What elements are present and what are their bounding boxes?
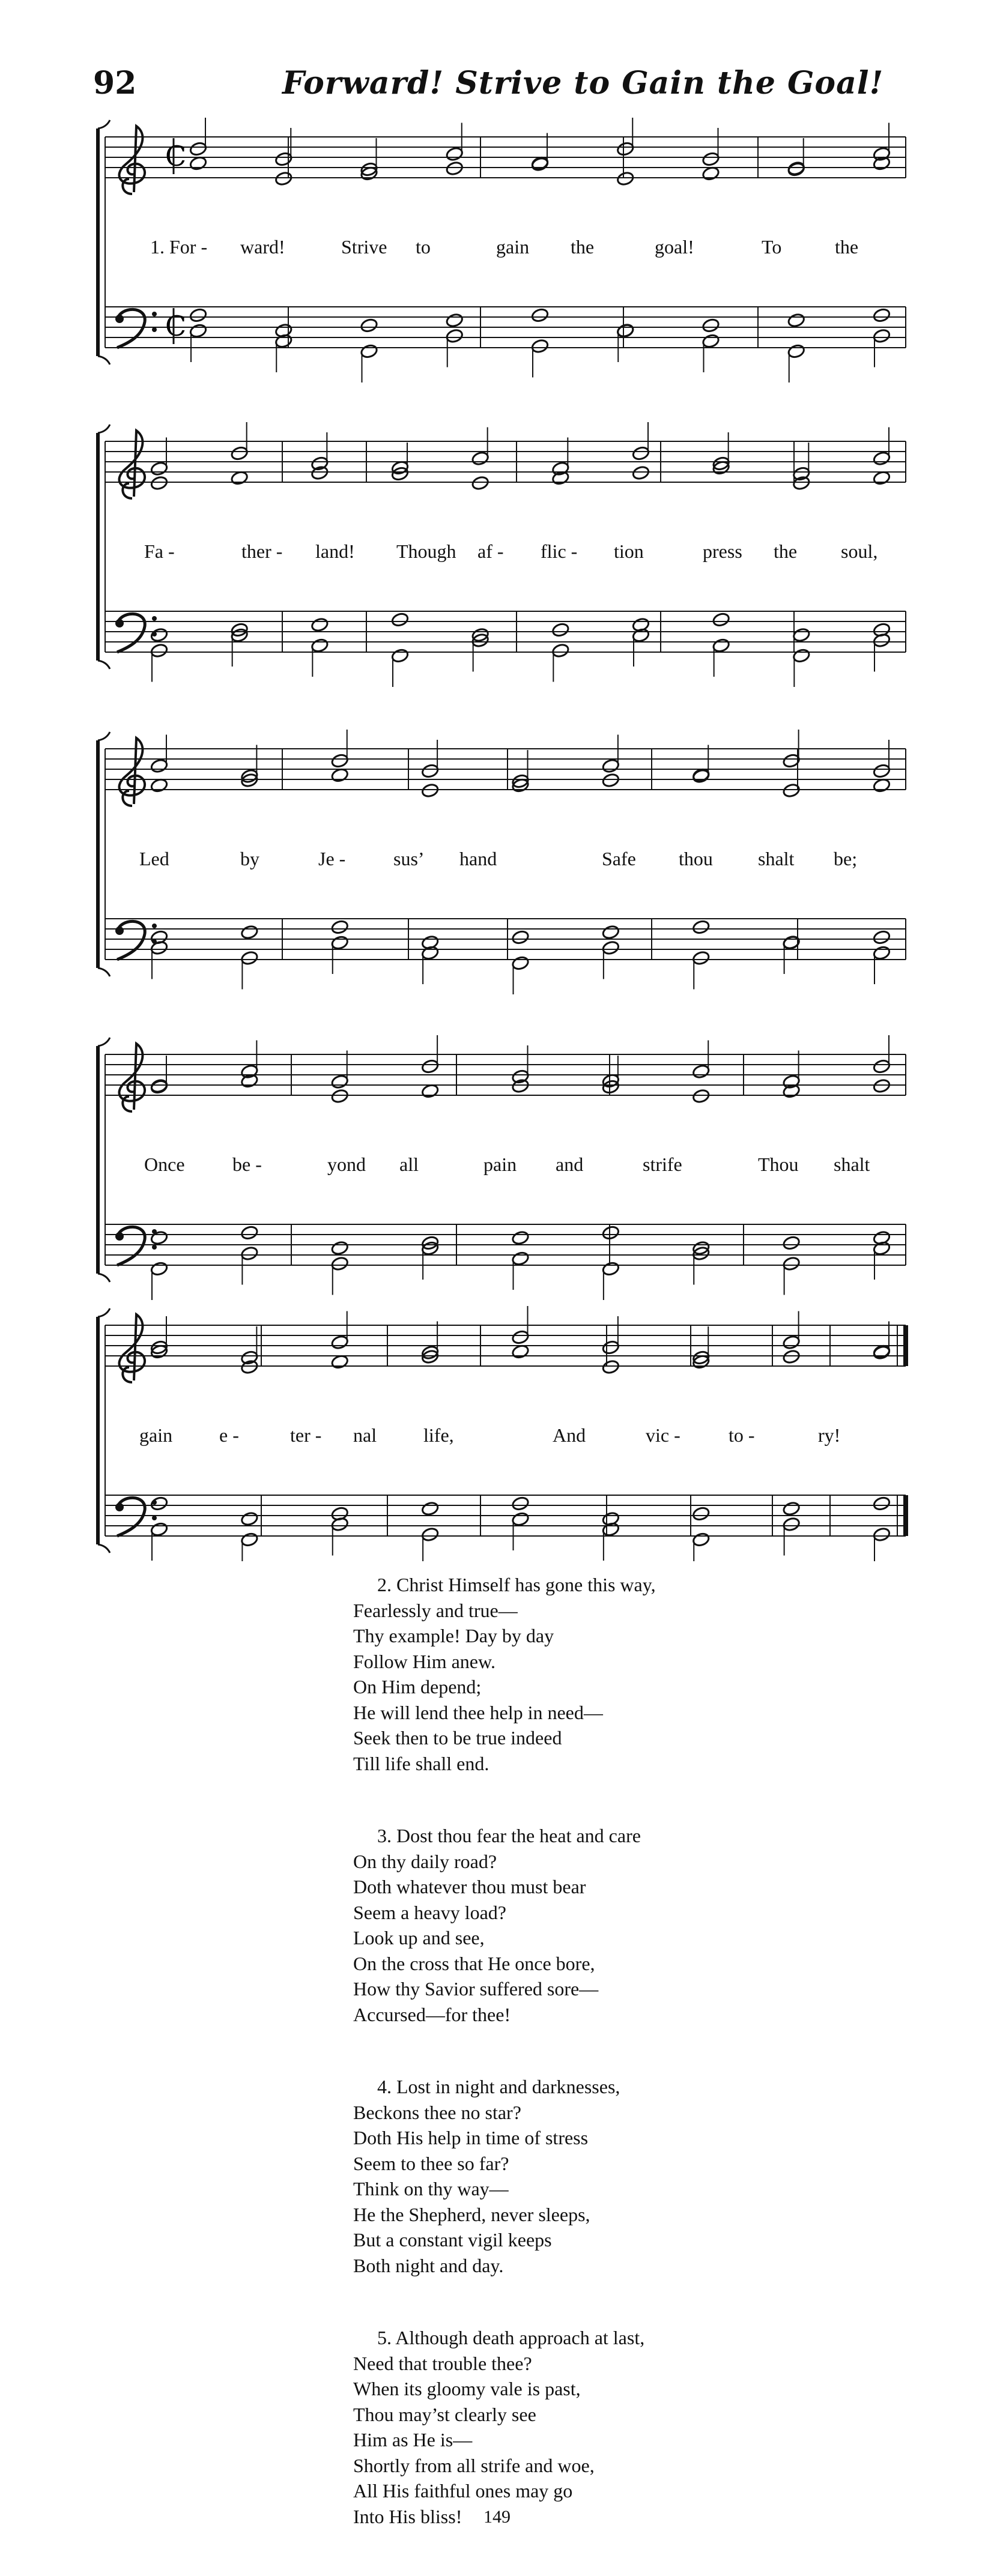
notehead: [873, 1527, 891, 1543]
notehead: [391, 648, 410, 664]
notehead: [421, 1059, 440, 1074]
verse-line: 3. Dost thou fear the heat and care: [377, 1825, 641, 1846]
notehead: [150, 758, 169, 774]
verse-line: Seem a heavy load?: [353, 1901, 506, 1923]
notehead: [445, 328, 464, 344]
notehead: [782, 1501, 801, 1517]
notehead: [240, 1532, 259, 1547]
notehead: [692, 1506, 711, 1522]
notehead: [189, 323, 208, 339]
bass-clef-dot: [152, 312, 157, 316]
hymn-number: 92: [93, 65, 137, 101]
notehead: [616, 141, 635, 157]
verse-line: Till life shall end.: [353, 1752, 489, 1774]
notehead: [787, 313, 805, 328]
notehead: [150, 643, 169, 659]
notehead: [873, 451, 891, 467]
notehead: [702, 333, 720, 349]
verse-line: He will lend thee help in need—: [353, 1701, 603, 1723]
lyric-syllable: and: [556, 1153, 584, 1175]
page-number: 149: [483, 2507, 511, 2527]
notehead: [792, 627, 811, 643]
notehead: [274, 151, 293, 167]
notehead: [792, 648, 811, 664]
notehead: [873, 930, 891, 945]
notehead: [189, 141, 208, 157]
verse-line: How thy Savior suffered sore—: [353, 1978, 599, 2000]
lyric-syllable: Je -: [318, 848, 346, 869]
verse-line: Fearlessly and true—: [353, 1599, 518, 1621]
lyric-syllable: Strive: [341, 236, 387, 258]
verse-line: Doth whatever thou must bear: [353, 1876, 586, 1897]
notehead: [150, 1496, 169, 1511]
lyric-syllable: ward!: [240, 236, 285, 258]
notehead: [445, 161, 464, 177]
treble-clef-icon: [120, 1314, 145, 1382]
lyric-syllable: Though: [396, 540, 456, 562]
notehead: [873, 945, 891, 961]
notehead: [873, 1059, 891, 1074]
bass-clef-dot: [152, 1516, 157, 1520]
notehead: [330, 1089, 349, 1104]
verse-line: But a constant vigil keeps: [353, 2229, 552, 2251]
notehead: [602, 1225, 620, 1241]
notehead: [632, 446, 650, 461]
lyric-syllable: ter -: [290, 1424, 322, 1446]
lyric-syllable: yond: [327, 1153, 366, 1175]
notehead: [782, 1235, 801, 1251]
notehead: [511, 1496, 530, 1511]
verse-line: Shortly from all strife and woe,: [353, 2454, 595, 2476]
notehead: [471, 476, 489, 491]
notehead: [421, 783, 440, 799]
lyric-syllable: Once: [144, 1153, 185, 1175]
notehead: [330, 919, 349, 935]
notehead: [873, 328, 891, 344]
lyric-syllable: To: [762, 236, 782, 258]
lyric-syllable: Fa -: [144, 540, 175, 562]
notehead: [511, 1329, 530, 1345]
notehead: [330, 1241, 349, 1256]
notehead: [330, 1256, 349, 1272]
lyric-syllable: life,: [423, 1424, 454, 1446]
bass-clef-dot: [115, 315, 124, 323]
notehead: [330, 753, 349, 769]
notehead: [602, 1340, 620, 1355]
verse-line: Follow Him anew.: [353, 1650, 496, 1672]
verse-line: Accursed—for thee!: [353, 2003, 511, 2025]
notehead: [189, 307, 208, 323]
lyric-syllable: the: [571, 236, 595, 258]
lyric-syllable: goal!: [655, 236, 694, 258]
lyric-syllable: all: [399, 1153, 419, 1175]
lyric-syllable: to -: [729, 1424, 755, 1446]
notehead: [240, 951, 259, 966]
verse-line: Into His bliss!: [353, 2505, 462, 2527]
notehead: [511, 1251, 530, 1266]
notehead: [150, 461, 169, 477]
lyric-syllable: Led: [139, 848, 169, 869]
lyric-syllable: press: [703, 540, 742, 562]
lyric-syllable: to: [416, 236, 431, 258]
notehead: [511, 1230, 530, 1246]
notehead: [445, 313, 464, 328]
lyric-syllable: af -: [477, 540, 504, 562]
notehead: [873, 1496, 891, 1511]
notehead: [150, 476, 169, 491]
notehead: [240, 1225, 259, 1241]
notehead: [511, 955, 530, 971]
lyric-syllable: sus’: [393, 848, 425, 869]
lyric-syllable: tion: [614, 540, 644, 562]
notehead: [421, 1501, 440, 1517]
notehead: [330, 935, 349, 951]
lyric-syllable: pain: [483, 1153, 517, 1175]
notehead: [873, 1078, 891, 1094]
notehead: [150, 627, 169, 643]
verse-line: Beckons thee no star?: [353, 2101, 521, 2123]
notehead: [692, 951, 711, 966]
notehead: [551, 643, 570, 659]
notehead: [602, 940, 620, 956]
lyric-syllable: strife: [643, 1153, 682, 1175]
hymn-title: Forward! Strive to Gain the Goal!: [282, 65, 884, 101]
notehead: [702, 151, 720, 167]
notehead: [873, 307, 891, 323]
lyric-syllable: ther -: [241, 540, 283, 562]
notehead: [782, 1256, 801, 1272]
cut-time-icon: C: [165, 310, 187, 342]
notehead: [692, 1064, 711, 1080]
notehead: [311, 638, 329, 653]
notehead: [421, 763, 440, 779]
verse-line: Doth His help in time of stress: [353, 2127, 589, 2148]
notehead: [531, 307, 550, 323]
notehead: [551, 622, 570, 638]
lyric-syllable: shalt: [758, 848, 795, 869]
notehead: [150, 1522, 169, 1537]
treble-clef-icon: [120, 1044, 145, 1111]
verse-line: 4. Lost in night and darknesses,: [377, 2076, 620, 2097]
lyric-syllable: e -: [219, 1424, 239, 1446]
notehead: [702, 318, 720, 333]
notehead: [330, 1074, 349, 1090]
lyric-syllable: soul,: [841, 540, 878, 562]
notehead: [712, 612, 730, 627]
lyric-syllable: 1. For -: [150, 236, 208, 258]
lyric-syllable: be;: [834, 848, 858, 869]
verse-3: [353, 1823, 894, 2027]
lyric-syllable: Thou: [758, 1153, 799, 1175]
notehead: [240, 925, 259, 940]
notehead: [150, 1261, 169, 1277]
verse-2: [353, 1572, 894, 1776]
notehead: [391, 612, 410, 627]
notehead: [445, 147, 464, 162]
notehead: [782, 1517, 801, 1532]
notehead: [692, 1532, 711, 1547]
notehead: [787, 343, 805, 359]
verse-line: 2. Christ Himself has gone this way,: [377, 1574, 656, 1595]
lyric-syllable: thou: [679, 848, 713, 869]
notehead: [274, 171, 293, 187]
verse-4: [353, 2074, 894, 2278]
verse-5: [353, 2325, 894, 2529]
verse-line: Seek then to be true indeed: [353, 1727, 562, 1749]
lyric-syllable: the: [835, 236, 859, 258]
notehead: [421, 1527, 440, 1543]
bass-clef-dot: [115, 1503, 124, 1511]
bass-clef-dot: [152, 1245, 157, 1250]
bass-clef-dot: [115, 927, 124, 935]
verse-line: He the Shepherd, never sleeps,: [353, 2203, 590, 2225]
notehead: [471, 451, 489, 467]
treble-clef-icon: [120, 431, 145, 498]
verse-line: All His faithful ones may go: [353, 2480, 573, 2502]
verse-line: Need that trouble thee?: [353, 2352, 532, 2374]
lyric-syllable: be -: [232, 1153, 262, 1175]
notehead: [602, 1261, 620, 1277]
lyric-syllable: Safe: [602, 848, 636, 869]
bass-clef-dot: [152, 327, 157, 332]
notehead: [602, 1359, 620, 1375]
notehead: [692, 919, 711, 935]
bass-clef-dot: [152, 924, 157, 928]
notehead: [531, 339, 550, 354]
verse-line: Both night and day.: [353, 2254, 504, 2276]
notehead: [632, 465, 650, 481]
notehead: [311, 617, 329, 633]
verse-line: Him as He is—: [353, 2429, 473, 2451]
verse-line: Look up and see,: [353, 1927, 485, 1949]
verse-line: Think on thy way—: [353, 2178, 509, 2200]
verse-line: Thy example! Day by day: [353, 1625, 554, 1646]
lyric-syllable: gain: [496, 236, 530, 258]
lyric-syllable: the: [774, 540, 798, 562]
bass-clef-dot: [152, 616, 157, 621]
notehead: [602, 925, 620, 940]
notehead: [230, 446, 249, 461]
notehead: [712, 638, 730, 653]
notehead: [330, 1335, 349, 1350]
notehead: [511, 1511, 530, 1527]
bass-clef-dot: [115, 619, 124, 627]
lyric-syllable: nal: [353, 1424, 377, 1446]
notehead: [511, 930, 530, 945]
notehead: [782, 1335, 801, 1350]
notehead: [782, 1349, 801, 1365]
notehead: [616, 171, 635, 187]
verses: [353, 1572, 894, 2576]
verse-line: On thy daily road?: [353, 1850, 497, 1872]
treble-clef-icon: [120, 126, 145, 194]
lyric-syllable: shalt: [834, 1153, 870, 1175]
lyric-syllable: And: [553, 1424, 586, 1446]
notehead: [602, 758, 620, 774]
verse-line: When its gloomy vale is past,: [353, 2378, 581, 2399]
notehead: [692, 1089, 711, 1104]
bass-clef-dot: [115, 1232, 124, 1241]
verse-line: On the cross that He once bore,: [353, 1952, 595, 1974]
notehead: [240, 1511, 259, 1527]
verse-line: Thou may’st clearly see: [353, 2403, 536, 2425]
lyric-syllable: gain: [139, 1424, 173, 1446]
lyric-syllable: ry!: [818, 1424, 841, 1446]
lyric-syllable: land!: [315, 540, 355, 562]
notehead: [360, 318, 378, 333]
cut-time-icon: C: [165, 140, 187, 172]
verse-line: On Him depend;: [353, 1676, 482, 1698]
lyric-syllable: by: [240, 848, 259, 869]
notehead: [602, 773, 620, 788]
notehead: [873, 763, 891, 779]
treble-clef-icon: [120, 738, 145, 806]
lyric-syllable: flic -: [541, 540, 578, 562]
lyric-syllable: hand: [459, 848, 497, 869]
notehead: [240, 1246, 259, 1262]
notehead: [360, 343, 378, 359]
verse-line: Seem to thee so far?: [353, 2152, 509, 2174]
lyric-syllable: vic -: [646, 1424, 680, 1446]
verse-line: 5. Although death approach at last,: [377, 2327, 645, 2348]
